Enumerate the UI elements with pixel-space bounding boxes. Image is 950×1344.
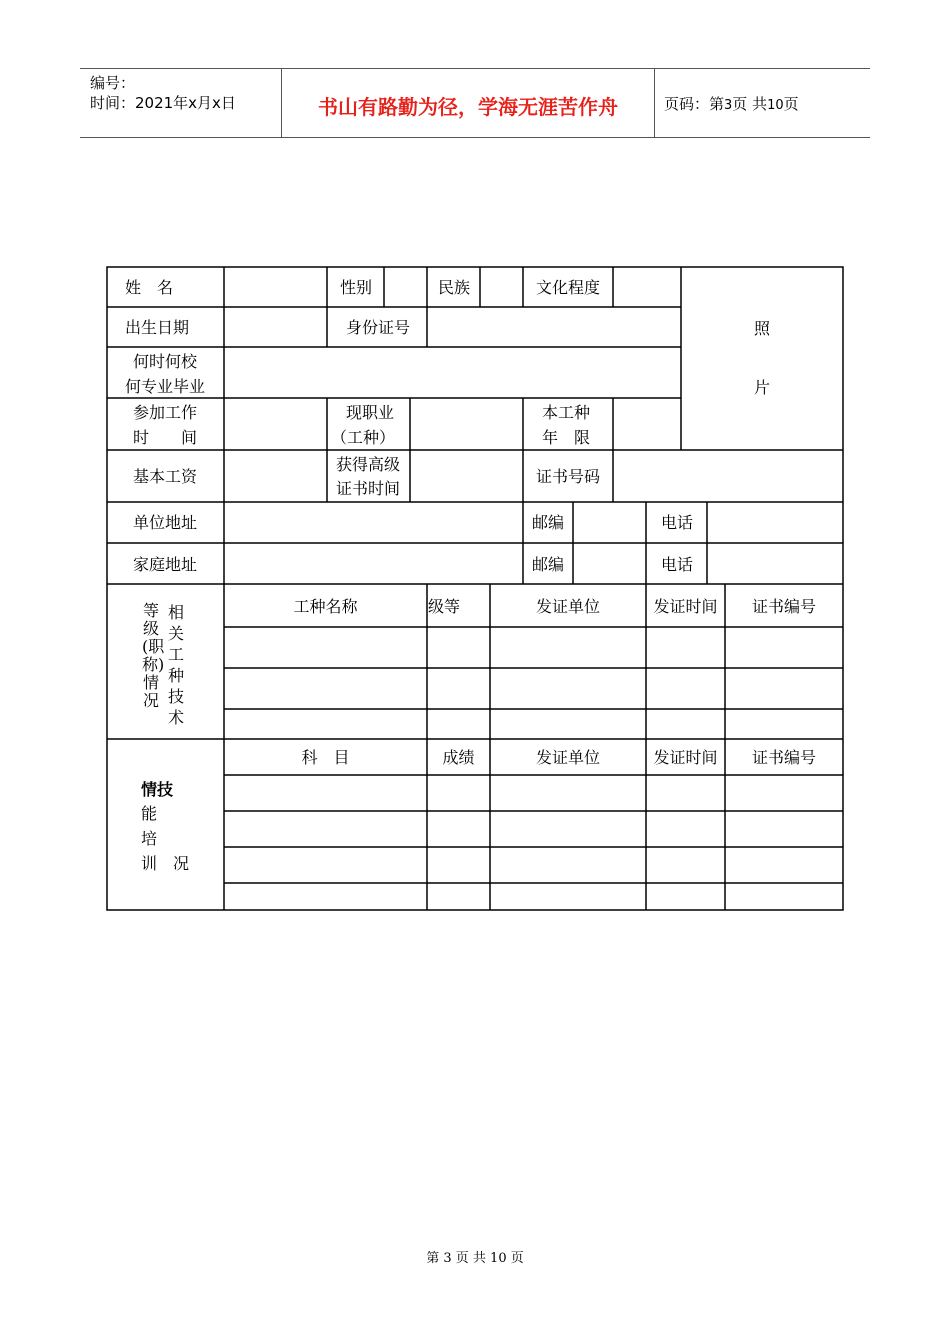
sec2-header-subject: 科 目 xyxy=(301,748,350,767)
sec2-header-score: 成绩 xyxy=(442,748,475,767)
sec2-header-cert-number: 证书编号 xyxy=(751,748,816,767)
section2-side-label-1: 情技 xyxy=(141,780,174,799)
name-label: 姓 名 xyxy=(125,278,174,297)
section1-side-label-left: 等级(职称)情况 xyxy=(142,601,165,710)
phone-label: 电话 xyxy=(661,555,694,574)
ethnicity-label: 民族 xyxy=(438,278,471,297)
section2-side-label-4: 训 况 xyxy=(141,854,190,873)
home-address-label: 家庭地址 xyxy=(133,555,198,574)
senior-cert-label-2: 证书时间 xyxy=(336,479,401,498)
sec1-header-issue-date: 发证时间 xyxy=(653,597,718,616)
job-years-label-2: 年 限 xyxy=(542,428,591,447)
graduation-label-2: 何专业毕业 xyxy=(125,377,206,396)
birth-date-label: 出生日期 xyxy=(125,318,190,337)
senior-cert-label-1: 获得高级 xyxy=(336,455,401,474)
page-prefix: 页码：第 xyxy=(664,95,725,113)
graduation-label-1: 何时何校 xyxy=(133,352,198,371)
sec2-header-issue-date: 发证时间 xyxy=(653,748,718,767)
number-label: 编号： xyxy=(90,74,136,92)
photo-label-1: 照 xyxy=(754,319,771,338)
education-label: 文化程度 xyxy=(536,278,601,297)
page-suffix: 页 xyxy=(783,95,799,113)
sec2-header-issuer: 发证单位 xyxy=(535,748,600,767)
page-mid: 页 共 xyxy=(732,95,768,113)
sec1-header-issuer: 发证单位 xyxy=(535,597,600,616)
work-address-label: 单位地址 xyxy=(133,513,198,532)
sec1-header-job-name: 工种名称 xyxy=(293,597,358,616)
page-footer: 第 3 页 共 10 页 xyxy=(426,1251,524,1266)
gender-label: 性别 xyxy=(340,278,373,297)
time-label: 时间：2021年x月x日 xyxy=(90,94,236,112)
base-salary-label: 基本工资 xyxy=(133,467,198,486)
job-years-label-1: 本工种 xyxy=(542,403,591,422)
form-border xyxy=(107,267,843,910)
id-number-label: 身份证号 xyxy=(346,318,411,337)
work-start-label-2: 时 间 xyxy=(133,428,198,447)
cert-code-label: 证书号码 xyxy=(536,467,601,486)
current-job-label-2: （工种） xyxy=(331,428,396,447)
current-job-label-1: 现职业 xyxy=(346,403,395,422)
sec1-header-cert-number: 证书编号 xyxy=(751,597,816,616)
postcode-label: 邮编 xyxy=(532,513,565,532)
section1-side-label-right: 相关工种技术 xyxy=(167,603,184,727)
section2-side-label-3: 培 xyxy=(141,829,158,848)
motto: 书山有路勤为径，学海无涯苦作舟 xyxy=(318,95,618,119)
sec1-header-grade: 级等 xyxy=(428,597,461,616)
work-start-label-1: 参加工作 xyxy=(133,403,198,422)
photo-label-2: 片 xyxy=(754,378,771,397)
section2-side-label-2: 能 xyxy=(141,804,158,823)
page-total: 10 xyxy=(767,98,784,113)
phone-label: 电话 xyxy=(661,513,694,532)
page-number: 3 xyxy=(724,98,733,113)
postcode-label: 邮编 xyxy=(532,555,565,574)
